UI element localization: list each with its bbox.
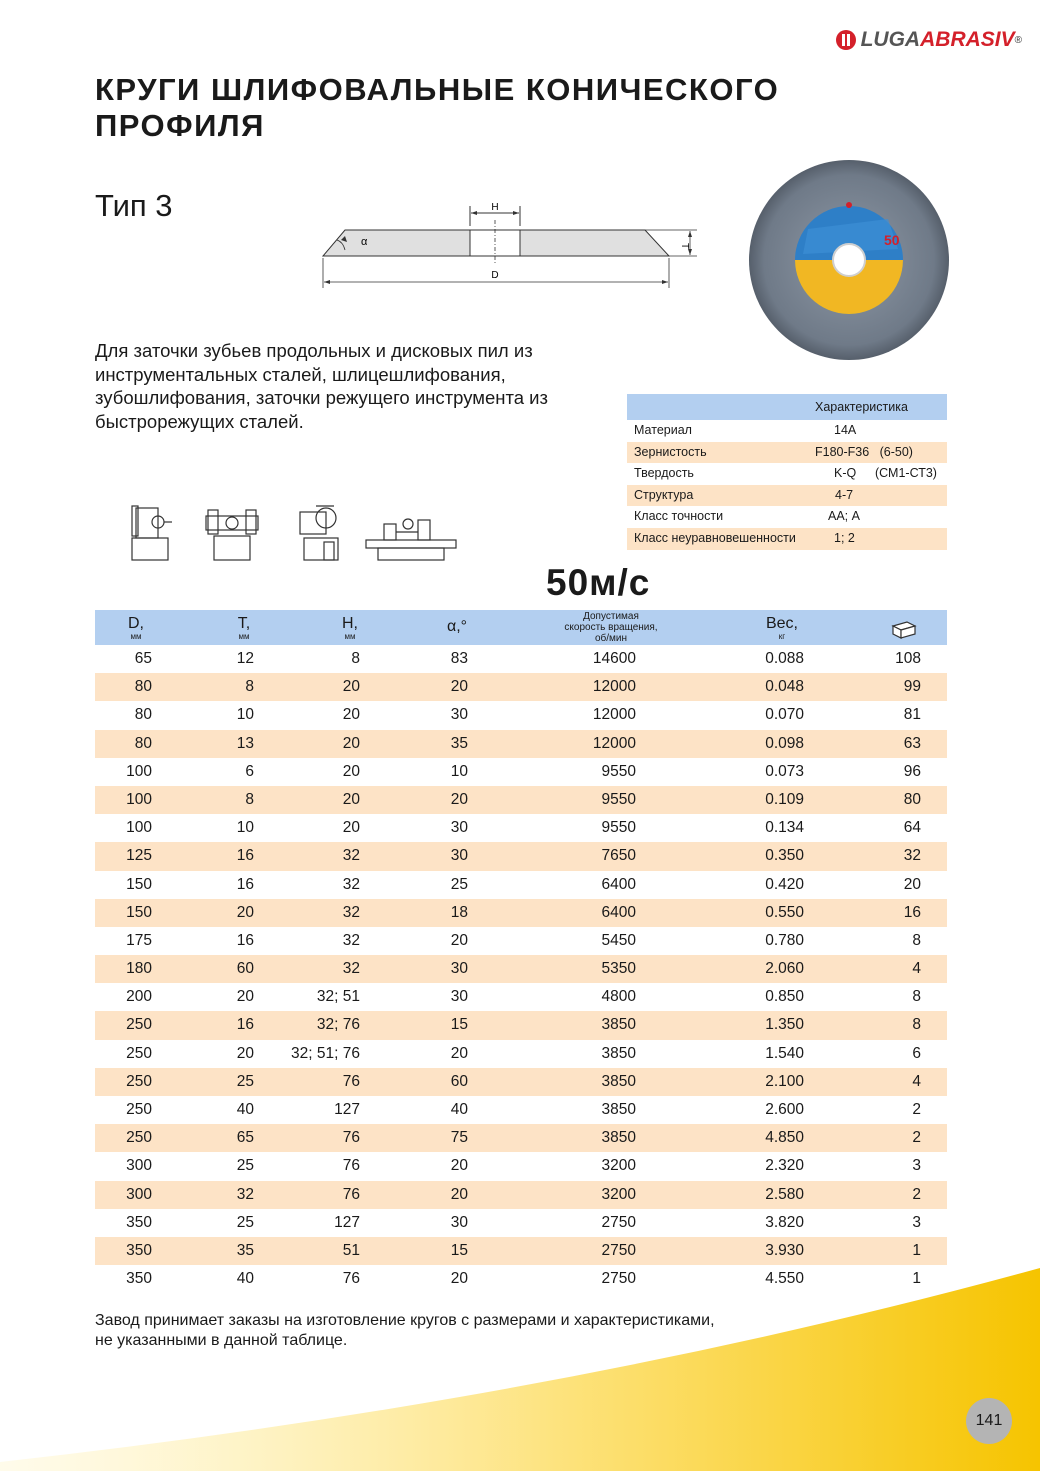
table-cell: 180 [126,960,152,978]
table-row [95,701,947,729]
table-cell: 32 [342,847,360,865]
char-value: K-Q [834,466,857,481]
table-cell: 20 [236,903,254,921]
table-cell: 60 [450,1072,468,1090]
table-cell: 350 [126,1241,152,1259]
table-cell: 127 [334,1213,360,1231]
table-cell: 200 [126,988,152,1006]
table-cell: 10 [450,762,468,780]
table-cell: 75 [450,1129,468,1147]
characteristics-row [627,528,947,550]
table-row [95,645,947,673]
page-title [95,72,779,144]
table-cell: 1 [912,1270,921,1288]
table-cell: 20 [236,988,254,1006]
table-cell: 2750 [601,1213,636,1231]
schema-label-h: H [491,202,499,213]
table-cell: 20 [342,706,360,724]
table-cell: 30 [450,988,468,1006]
grinder-icon-3 [300,506,338,560]
characteristics-row [627,463,947,485]
char-value: 1; 2 [834,530,855,545]
table-cell: 51 [342,1241,360,1259]
footnote-line-1: Завод принимает заказы на изготовление кругов с размерами и характеристиками, [95,1312,715,1329]
table-cell: 5350 [601,960,636,978]
table-row [95,786,947,814]
table-cell: 150 [126,875,152,893]
table-cell: 40 [236,1101,254,1118]
grinder-icon-1 [132,506,172,560]
table-cell: 0.109 [765,790,804,808]
table-cell: 20 [450,1185,468,1203]
table-cell: 3200 [601,1157,636,1175]
table-cell: 12000 [592,706,636,724]
schema-label-t: T [679,243,690,250]
logo-text-luga: LUGA [860,28,921,51]
table-cell: 32 [342,903,360,921]
table-cell: 5450 [601,931,636,949]
table-cell: 6400 [601,903,636,921]
table-cell: 16 [236,875,254,893]
table-row [95,1265,947,1293]
table-cell: 32 [236,1185,254,1203]
table-cell: 8 [245,678,254,696]
char-value: F180-F36 (6-50) [815,444,913,459]
table-cell: 15 [450,1241,468,1259]
table-cell: 32 [903,847,921,865]
table-cell: 18 [450,903,468,921]
table-cell: 0.073 [765,762,804,780]
char-label: Материал [634,423,692,437]
description-text: Для заточки зубьев продольных и дисковых пил из инструментальных сталей, шлицешлифования, зубошлифования, заточки режущего инструмента из быстрорежущих сталей. [95,340,548,432]
table-cell: 0.850 [765,988,804,1006]
table-cell: 0.550 [765,903,804,921]
table-cell: 6400 [601,875,636,893]
char-value: 14А [834,423,857,437]
table-cell: 30 [450,847,468,865]
table-cell: 150 [126,903,152,921]
char-value: АА; А [828,509,860,524]
table-cell: 250 [126,1016,152,1034]
table-cell: 80 [903,790,921,808]
char-label: Структура [634,487,694,502]
characteristics-row [627,485,947,507]
table-cell: 8 [912,931,921,949]
table-cell: 300 [126,1185,152,1203]
char-label: Зернистость [634,444,707,459]
table-cell: 10 [236,706,254,724]
table-cell: 76 [342,1270,360,1288]
table-cell: 250 [126,1129,152,1147]
col-header-t: T, мм [237,615,251,641]
table-cell: 3850 [601,1044,636,1062]
table-cell: 100 [126,819,152,837]
table-cell: 3850 [601,1101,636,1118]
col-header-h: H, мм [342,615,358,641]
characteristics-row [627,506,947,528]
table-cell: 20 [342,678,360,696]
profile-schematic [315,198,705,303]
table-cell: 12000 [592,734,636,752]
table-cell: 250 [126,1101,152,1118]
type-label: Тип 3 [95,188,173,223]
table-cell: 3850 [601,1129,636,1147]
schema-label-alpha: α [361,236,368,248]
col-header-alpha: α,° [446,618,468,635]
char-label: Класс точности [634,509,724,524]
table-cell: 2.580 [765,1185,804,1203]
table-cell: 25 [450,875,468,893]
col-header-rpm: Допустимая скорость вращения, об/мин [564,611,658,644]
logo-text-abrasiv: ABRASIV [920,28,1015,51]
table-cell: 7650 [601,847,636,865]
table-cell: 30 [450,819,468,837]
table-cell: 80 [134,734,152,752]
table-row [95,842,947,870]
table-cell: 32; 51; 76 [291,1044,360,1062]
table-row [95,899,947,927]
table-row [95,1152,947,1180]
table-cell: 2.100 [765,1072,804,1090]
characteristics-row [627,420,947,442]
table-cell: 32; 51 [316,988,360,1006]
table-cell: 3200 [601,1185,636,1203]
brand-logo [835,28,1022,52]
grinder-icon-2 [206,510,258,560]
table-cell: 13 [236,734,254,752]
table-cell: 2 [912,1185,921,1203]
table-cell: 16 [236,847,254,865]
table-row [95,730,947,758]
table-cell: 8 [351,650,360,667]
table-cell: 80 [134,706,152,724]
table-cell: 20 [450,790,468,808]
table-cell: 20 [342,762,360,780]
table-cell: 76 [342,1185,360,1203]
table-cell: 4 [912,960,921,978]
table-row [95,1011,947,1039]
table-cell: 16 [236,1016,254,1034]
table-row [95,814,947,842]
table-header [95,610,947,645]
table-cell: 9550 [601,762,636,780]
table-cell: 32 [342,931,360,949]
logo-registered: ® [1014,34,1022,46]
table-cell: 9550 [601,790,636,808]
specs-table [95,610,947,1293]
table-cell: 0.420 [765,875,804,893]
table-cell: 20 [450,931,468,949]
table-cell: 96 [903,762,921,780]
table-cell: 0.048 [765,678,804,696]
table-cell: 2750 [601,1270,636,1288]
wheel-photo [748,159,950,366]
table-cell: 40 [450,1101,468,1118]
table-cell: 60 [236,960,254,978]
table-cell: 12 [236,650,254,667]
table-cell: 81 [903,706,921,724]
char-value: 4-7 [835,487,854,502]
table-cell: 25 [236,1072,254,1090]
title-line-2: ПРОФИЛЯ [95,108,265,143]
table-cell: 76 [342,1072,360,1090]
speed-label: 50м/с [546,562,651,603]
table-cell: 0.088 [765,650,804,667]
table-cell: 0.350 [765,847,804,865]
table-cell: 35 [236,1241,254,1259]
table-cell: 2.320 [765,1157,804,1175]
table-cell: 2 [912,1101,921,1118]
table-row [95,927,947,955]
table-cell: 20 [342,734,360,752]
table-cell: 4.850 [765,1129,804,1147]
characteristics-header: Характеристика [627,394,947,420]
table-row [95,1068,947,1096]
footnote-line-2: не указанными в данной таблице. [95,1332,348,1349]
table-cell: 64 [903,819,921,837]
table-cell: 16 [903,903,921,921]
table-row [95,1209,947,1237]
table-cell: 32; 76 [316,1016,360,1034]
table-cell: 2 [912,1129,921,1147]
table-cell: 250 [126,1072,152,1090]
table-cell: 14600 [592,650,636,667]
table-cell: 350 [126,1270,152,1288]
table-cell: 4.550 [765,1270,804,1288]
table-cell: 4 [912,1072,921,1090]
table-cell: 76 [342,1157,360,1175]
characteristics-table [627,394,947,550]
table-row [95,983,947,1011]
table-cell: 9550 [601,819,636,837]
table-cell: 20 [450,1044,468,1062]
table-cell: 2.060 [765,960,804,978]
table-row [95,955,947,983]
table-cell: 300 [126,1157,152,1175]
table-cell: 250 [126,1044,152,1062]
table-row [95,1040,947,1068]
table-cell: 0.134 [765,819,804,837]
table-cell: 3850 [601,1072,636,1090]
table-cell: 65 [236,1129,254,1147]
table-cell: 3.930 [765,1241,804,1259]
table-cell: 76 [342,1129,360,1147]
table-cell: 20 [450,678,468,696]
table-cell: 15 [450,1016,468,1034]
table-cell: 30 [450,706,468,724]
table-row [95,673,947,701]
title-line-1: КРУГИ ШЛИФОВАЛЬНЫЕ КОНИЧЕСКОГО [95,72,780,107]
char-label: Твердость [634,466,694,481]
table-cell: 1.540 [765,1044,804,1062]
svg-text:50: 50 [884,232,900,248]
footnote [95,1311,715,1351]
table-cell: 2.600 [765,1101,804,1118]
table-cell: 3 [912,1157,921,1175]
table-row [95,1237,947,1265]
table-cell: 10 [236,819,254,837]
table-cell: 20 [903,875,921,893]
table-cell: 100 [126,790,152,808]
table-cell: 20 [450,1157,468,1175]
table-cell: 125 [126,847,152,865]
table-cell: 0.070 [765,706,804,724]
table-cell: 65 [134,650,152,667]
col-header-weight: Вес, кг [765,615,798,641]
table-cell: 25 [236,1213,254,1231]
table-cell: 32 [342,875,360,893]
table-cell: 35 [450,734,468,752]
logo-mark-icon [835,29,857,51]
table-row [95,1124,947,1152]
grinder-icon-4 [366,519,456,560]
table-cell: 2750 [601,1241,636,1259]
table-cell: 1.350 [765,1016,804,1034]
box-icon [889,610,919,645]
table-cell: 8 [912,988,921,1006]
char-label: Класс неуравновешенности [634,530,796,545]
schema-label-d: D [491,270,499,281]
table-cell: 16 [236,931,254,949]
col-header-d: D, мм [128,615,144,641]
table-body [95,645,947,1293]
table-cell: 6 [912,1044,921,1062]
table-cell: 175 [126,931,152,949]
table-cell: 20 [342,819,360,837]
table-cell: 99 [903,678,921,696]
table-cell: 0.780 [765,931,804,949]
table-cell: 0.098 [765,734,804,752]
table-cell: 30 [450,1213,468,1231]
table-cell: 127 [334,1101,360,1118]
table-row [95,758,947,786]
table-cell: 3.820 [765,1213,804,1231]
table-cell: 20 [450,1270,468,1288]
table-cell: 1 [912,1241,921,1259]
table-cell: 63 [903,734,921,752]
characteristics-row [627,442,947,464]
table-row [95,871,947,899]
table-cell: 25 [236,1157,254,1175]
table-cell: 6 [245,762,254,780]
page-number: 141 [966,1398,1012,1444]
table-cell: 8 [912,1016,921,1034]
table-cell: 108 [895,650,921,667]
char-extra: (СМ1-СТ3) [875,466,937,481]
table-cell: 3 [912,1213,921,1231]
table-cell: 32 [342,960,360,978]
table-cell: 12000 [592,678,636,696]
table-cell: 20 [342,790,360,808]
table-cell: 3850 [601,1016,636,1034]
table-cell: 80 [134,678,152,696]
table-cell: 83 [450,650,468,667]
table-cell: 20 [236,1044,254,1062]
machine-icons [128,502,468,569]
table-cell: 100 [126,762,152,780]
table-row [95,1096,947,1124]
table-cell: 4800 [601,988,636,1006]
table-cell: 30 [450,960,468,978]
table-row [95,1181,947,1209]
table-cell: 40 [236,1270,254,1288]
table-cell: 350 [126,1213,152,1231]
table-cell: 8 [245,790,254,808]
